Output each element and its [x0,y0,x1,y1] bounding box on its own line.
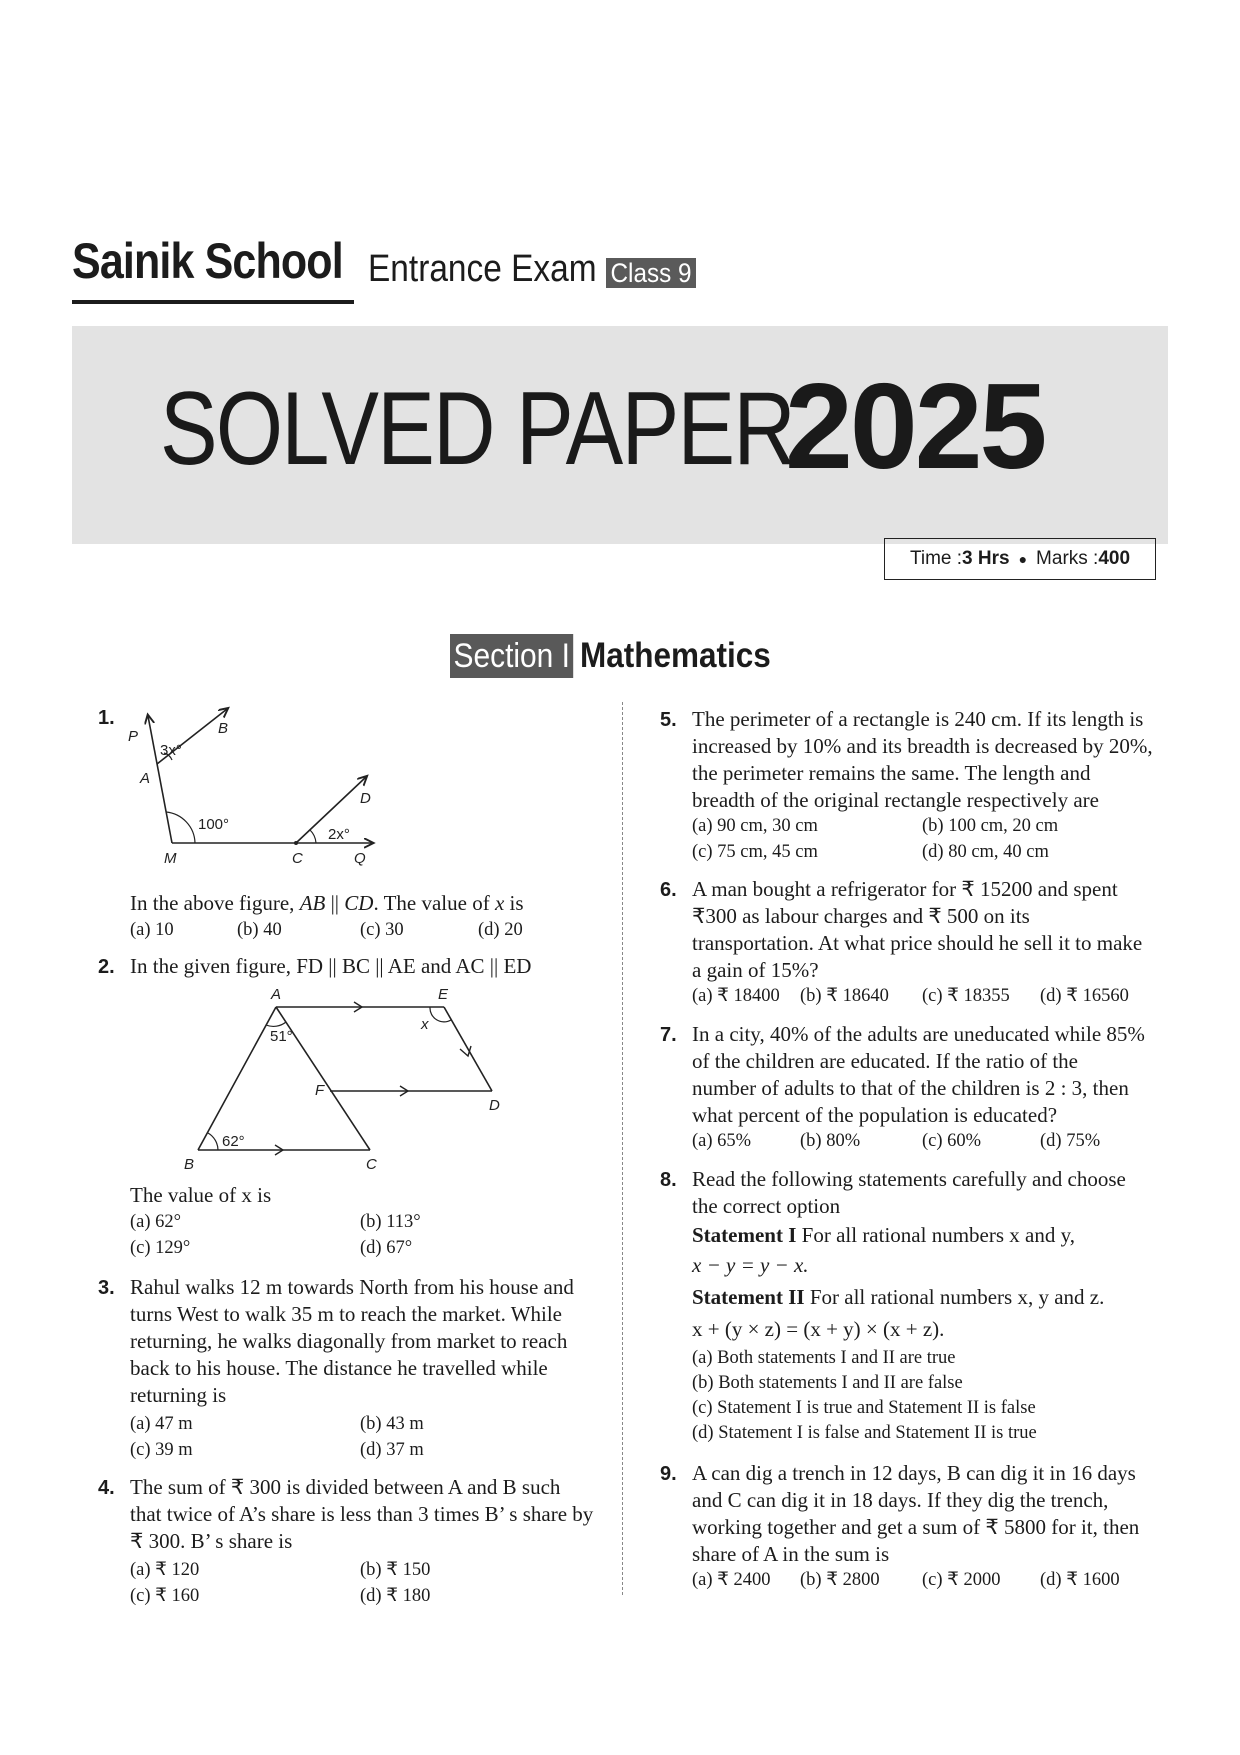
q7-option-c: (c) 60% [922,1131,982,1151]
q1-option-d: (d) 20 [478,920,523,940]
q1-number: 1. [98,707,115,729]
q1-figure [120,700,400,875]
q6-option-a: (a) ₹ 18400 [692,986,780,1006]
fig1-angle-3x: 3x° [160,742,182,759]
time-label: Time : [909,548,963,569]
fig2-label-x: x [421,1016,429,1033]
fig2-label-a: A [271,986,282,1003]
q9-option-d: (d) ₹ 1600 [1040,1570,1120,1590]
q2-option-a: (a) 62° [130,1212,182,1232]
q6-option-d: (d) ₹ 16560 [1040,986,1129,1006]
q4-stem: The sum of ₹ 300 is divided between A and B such that twice of A’s share is less than 3 times B’ s share by ₹ 300. B’ s share is [130,1475,594,1553]
fig2-label-c: C [366,1156,377,1173]
fig1-label-p: P [128,728,139,745]
q8-option-a: (a) Both statements I and II are true [692,1348,956,1368]
title-light: SOLVED PAPER [160,371,795,487]
q7-option-d: (d) 75% [1040,1131,1101,1151]
fig1-label-m: M [164,850,177,867]
marks-label: Marks : [1036,548,1099,569]
q3-option-c: (c) 39 m [130,1440,193,1460]
q1-stem: In the above figure, AB || CD. The value of x is [130,891,524,915]
q7-stem: In a city, 40% of the adults are uneducated while 85% of the children are educated. If the ratio of the number of adults to that of the children is 2 : 3, then what percent of the population is educated? [692,1022,1145,1127]
q8-option-c: (c) Statement I is true and Statement II is false [692,1398,1036,1418]
q2-figure [170,983,510,1173]
brand-underline [72,300,354,304]
exam-meta-box [884,538,1156,580]
q2-option-c: (c) 129° [130,1238,191,1258]
q8-equation-2: x + (y × z) = (x + y) × (x + z). [692,1317,945,1341]
q2-option-b: (b) 113° [360,1212,421,1232]
fig1-label-a: A [140,770,151,787]
q5-option-b: (b) 100 cm, 20 cm [922,816,1059,836]
q5-number: 5. [660,709,677,731]
q6-option-c: (c) ₹ 18355 [922,986,1010,1006]
time-value: 3 Hrs [962,548,1010,569]
q8-option-b: (b) Both statements I and II are false [692,1373,963,1393]
section-tag: Section I [450,634,573,678]
q7-number: 7. [660,1024,677,1046]
q6-stem: A man bought a refrigerator for ₹ 15200 and spent ₹300 as labour charges and ₹ 500 on its transportation. At what price should he sell it to make a gain of 15%? [692,877,1143,982]
q1-option-c: (c) 30 [360,920,404,940]
q8-stem: Read the following statements carefully and choose the correct option [692,1167,1126,1218]
q4-option-b: (b) ₹ 150 [360,1560,431,1580]
q9-number: 9. [660,1463,677,1485]
q3-stem: Rahul walks 12 m towards North from his house and turns West to walk 35 m to reach the market. While returning, he walks diagonally from market to reach back to his house. The distance he travelled while returning is [130,1275,574,1407]
fig2-label-b: B [184,1156,195,1173]
fig1-label-c: C [292,850,303,867]
q6-number: 6. [660,879,677,901]
q3-option-a: (a) 47 m [130,1414,193,1434]
brand-school-name: Sainik School [72,233,343,289]
q8-statement-2: Statement II For all rational numbers x, y and z. [692,1285,1105,1309]
column-divider [622,702,623,1595]
q9-option-a: (a) ₹ 2400 [692,1570,771,1590]
section-heading [450,634,792,678]
q5-option-d: (d) 80 cm, 40 cm [922,842,1049,862]
fig2-angle-62: 62° [222,1133,245,1150]
q7-option-a: (a) 65% [692,1131,752,1151]
q4-option-a: (a) ₹ 120 [130,1560,200,1580]
q4-number: 4. [98,1477,115,1499]
q3-option-d: (d) 37 m [360,1440,424,1460]
q8-option-d: (d) Statement I is false and Statement II is true [692,1423,1037,1443]
q9-option-c: (c) ₹ 2000 [922,1570,1001,1590]
q9-option-b: (b) ₹ 2800 [800,1570,880,1590]
class-badge: Class 9 [606,258,696,288]
q9-stem: A can dig a trench in 12 days, B can dig it in 16 days and C can dig it in 18 days. If they dig the trench, working together and get a sum of ₹ 5800 for it, then share of A in the sum is [692,1461,1140,1566]
fig1-label-d: D [360,790,371,807]
q8-equation-1: x − y = y − x. [692,1253,809,1277]
q2-value-line: The value of x is [130,1183,272,1207]
fig1-angle-100: 100° [198,816,230,833]
q6-option-b: (b) ₹ 18640 [800,986,889,1006]
q3-number: 3. [98,1277,115,1299]
q2-stem: In the given figure, FD || BC || AE and AC || ED [130,954,532,978]
q1-option-a: (a) 10 [130,920,174,940]
q2-option-d: (d) 67° [360,1238,413,1258]
q3-option-b: (b) 43 m [360,1414,424,1434]
q4-option-c: (c) ₹ 160 [130,1586,200,1606]
q5-option-c: (c) 75 cm, 45 cm [692,842,818,862]
q5-stem: The perimeter of a rectangle is 240 cm. If its length is increased by 10% and its breadth is decreased by 20%, the perimeter remains the same. The length and breadth of the original rectangle respectively are [692,707,1153,812]
q2-number: 2. [98,956,115,978]
fig1-label-b: B [218,720,229,737]
page-title [160,358,1045,494]
fig1-label-q: Q [354,850,366,867]
fig2-label-f: F [315,1082,325,1099]
bullet-icon: ● [1018,551,1028,567]
fig2-label-e: E [438,986,449,1003]
q4-option-d: (d) ₹ 180 [360,1586,431,1606]
fig1-angle-2x: 2x° [328,826,350,843]
q1-option-b: (b) 40 [237,920,282,940]
brand-exam-label: Entrance Exam [368,248,597,290]
q7-option-b: (b) 80% [800,1131,861,1151]
q8-statement-1: Statement I For all rational numbers x and y, [692,1223,1075,1247]
q8-number: 8. [660,1169,677,1191]
section-name: Mathematics [580,636,772,675]
q5-option-a: (a) 90 cm, 30 cm [692,816,818,836]
marks-value: 400 [1098,548,1131,569]
title-year: 2025 [785,358,1045,494]
fig2-angle-51: 51° [270,1028,293,1045]
fig2-label-d: D [489,1097,500,1114]
